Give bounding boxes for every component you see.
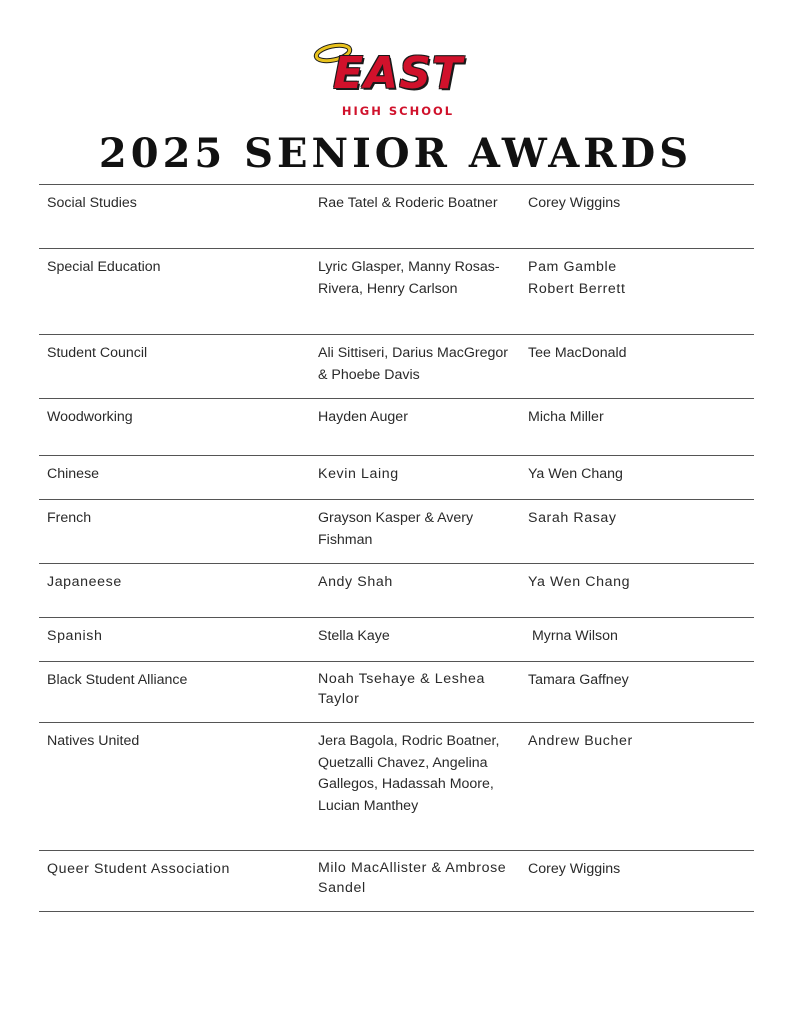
award-row [39, 563, 754, 617]
award-category: Special Education [47, 259, 161, 275]
award-row [39, 850, 754, 912]
awards-table [39, 184, 754, 912]
award-presenter: Tee MacDonald [528, 345, 627, 361]
award-recipients: Grayson Kasper & Avery Fishman [318, 510, 474, 548]
award-row [39, 722, 754, 850]
logo-wordmark: EAST [333, 48, 463, 99]
award-row [39, 334, 754, 398]
award-category: Chinese [47, 466, 100, 482]
award-row [39, 184, 754, 248]
award-presenter: Sarah Rasay [528, 510, 617, 526]
page-title: 2025 SENIOR AWARDS [98, 130, 693, 177]
award-presenter: Pam Gamble Robert Berrett [528, 259, 626, 297]
award-recipients: Hayden Auger [318, 409, 408, 425]
award-recipients: Milo MacAllister & Ambrose Sandel [318, 860, 507, 896]
award-category: Student Council [47, 345, 148, 361]
award-presenter: Myrna Wilson [528, 628, 618, 644]
award-recipients: Kevin Laing [318, 466, 399, 482]
award-category: Japaneese [47, 574, 122, 590]
award-row [39, 455, 754, 499]
award-category: Black Student Alliance [47, 672, 188, 688]
award-recipients: Rae Tatel & Roderic Boatner [318, 195, 498, 211]
award-category: Spanish [47, 628, 103, 644]
award-recipients: Noah Tsehaye & Leshea Taylor [318, 671, 485, 707]
award-category: Social Studies [47, 195, 137, 211]
award-category: Natives United [47, 733, 140, 749]
award-presenter: Corey Wiggins [528, 861, 621, 877]
award-recipients: Andy Shah [318, 574, 393, 590]
award-category: French [47, 510, 92, 526]
award-recipients: Lyric Glasper, Manny Rosas-Rivera, Henry Carlson [318, 259, 500, 297]
award-presenter: Ya Wen Chang [528, 574, 631, 590]
logo-subtitle: HIGH SCHOOL [341, 104, 455, 118]
award-row [39, 248, 754, 334]
award-category: Woodworking [47, 409, 133, 425]
award-presenter: Micha Miller [528, 409, 604, 425]
award-recipients: Jera Bagola, Rodric Boatner, Quetzalli Chavez, Angelina Gallegos, Hadassah Moore, Lucian Manthey [318, 733, 500, 814]
award-presenter: Corey Wiggins [528, 195, 621, 211]
award-row [39, 499, 754, 563]
award-row [39, 398, 754, 455]
award-category: Queer Student Association [47, 861, 230, 877]
award-recipients: Ali Sittiseri, Darius MacGregor & Phoebe Davis [318, 345, 509, 383]
award-presenter: Ya Wen Chang [528, 466, 623, 482]
school-logo [0, 38, 791, 120]
award-row [39, 661, 754, 722]
award-presenter: Tamara Gaffney [528, 672, 629, 688]
award-presenter: Andrew Bucher [528, 733, 633, 749]
award-recipients: Stella Kaye [318, 628, 390, 644]
award-row [39, 617, 754, 661]
